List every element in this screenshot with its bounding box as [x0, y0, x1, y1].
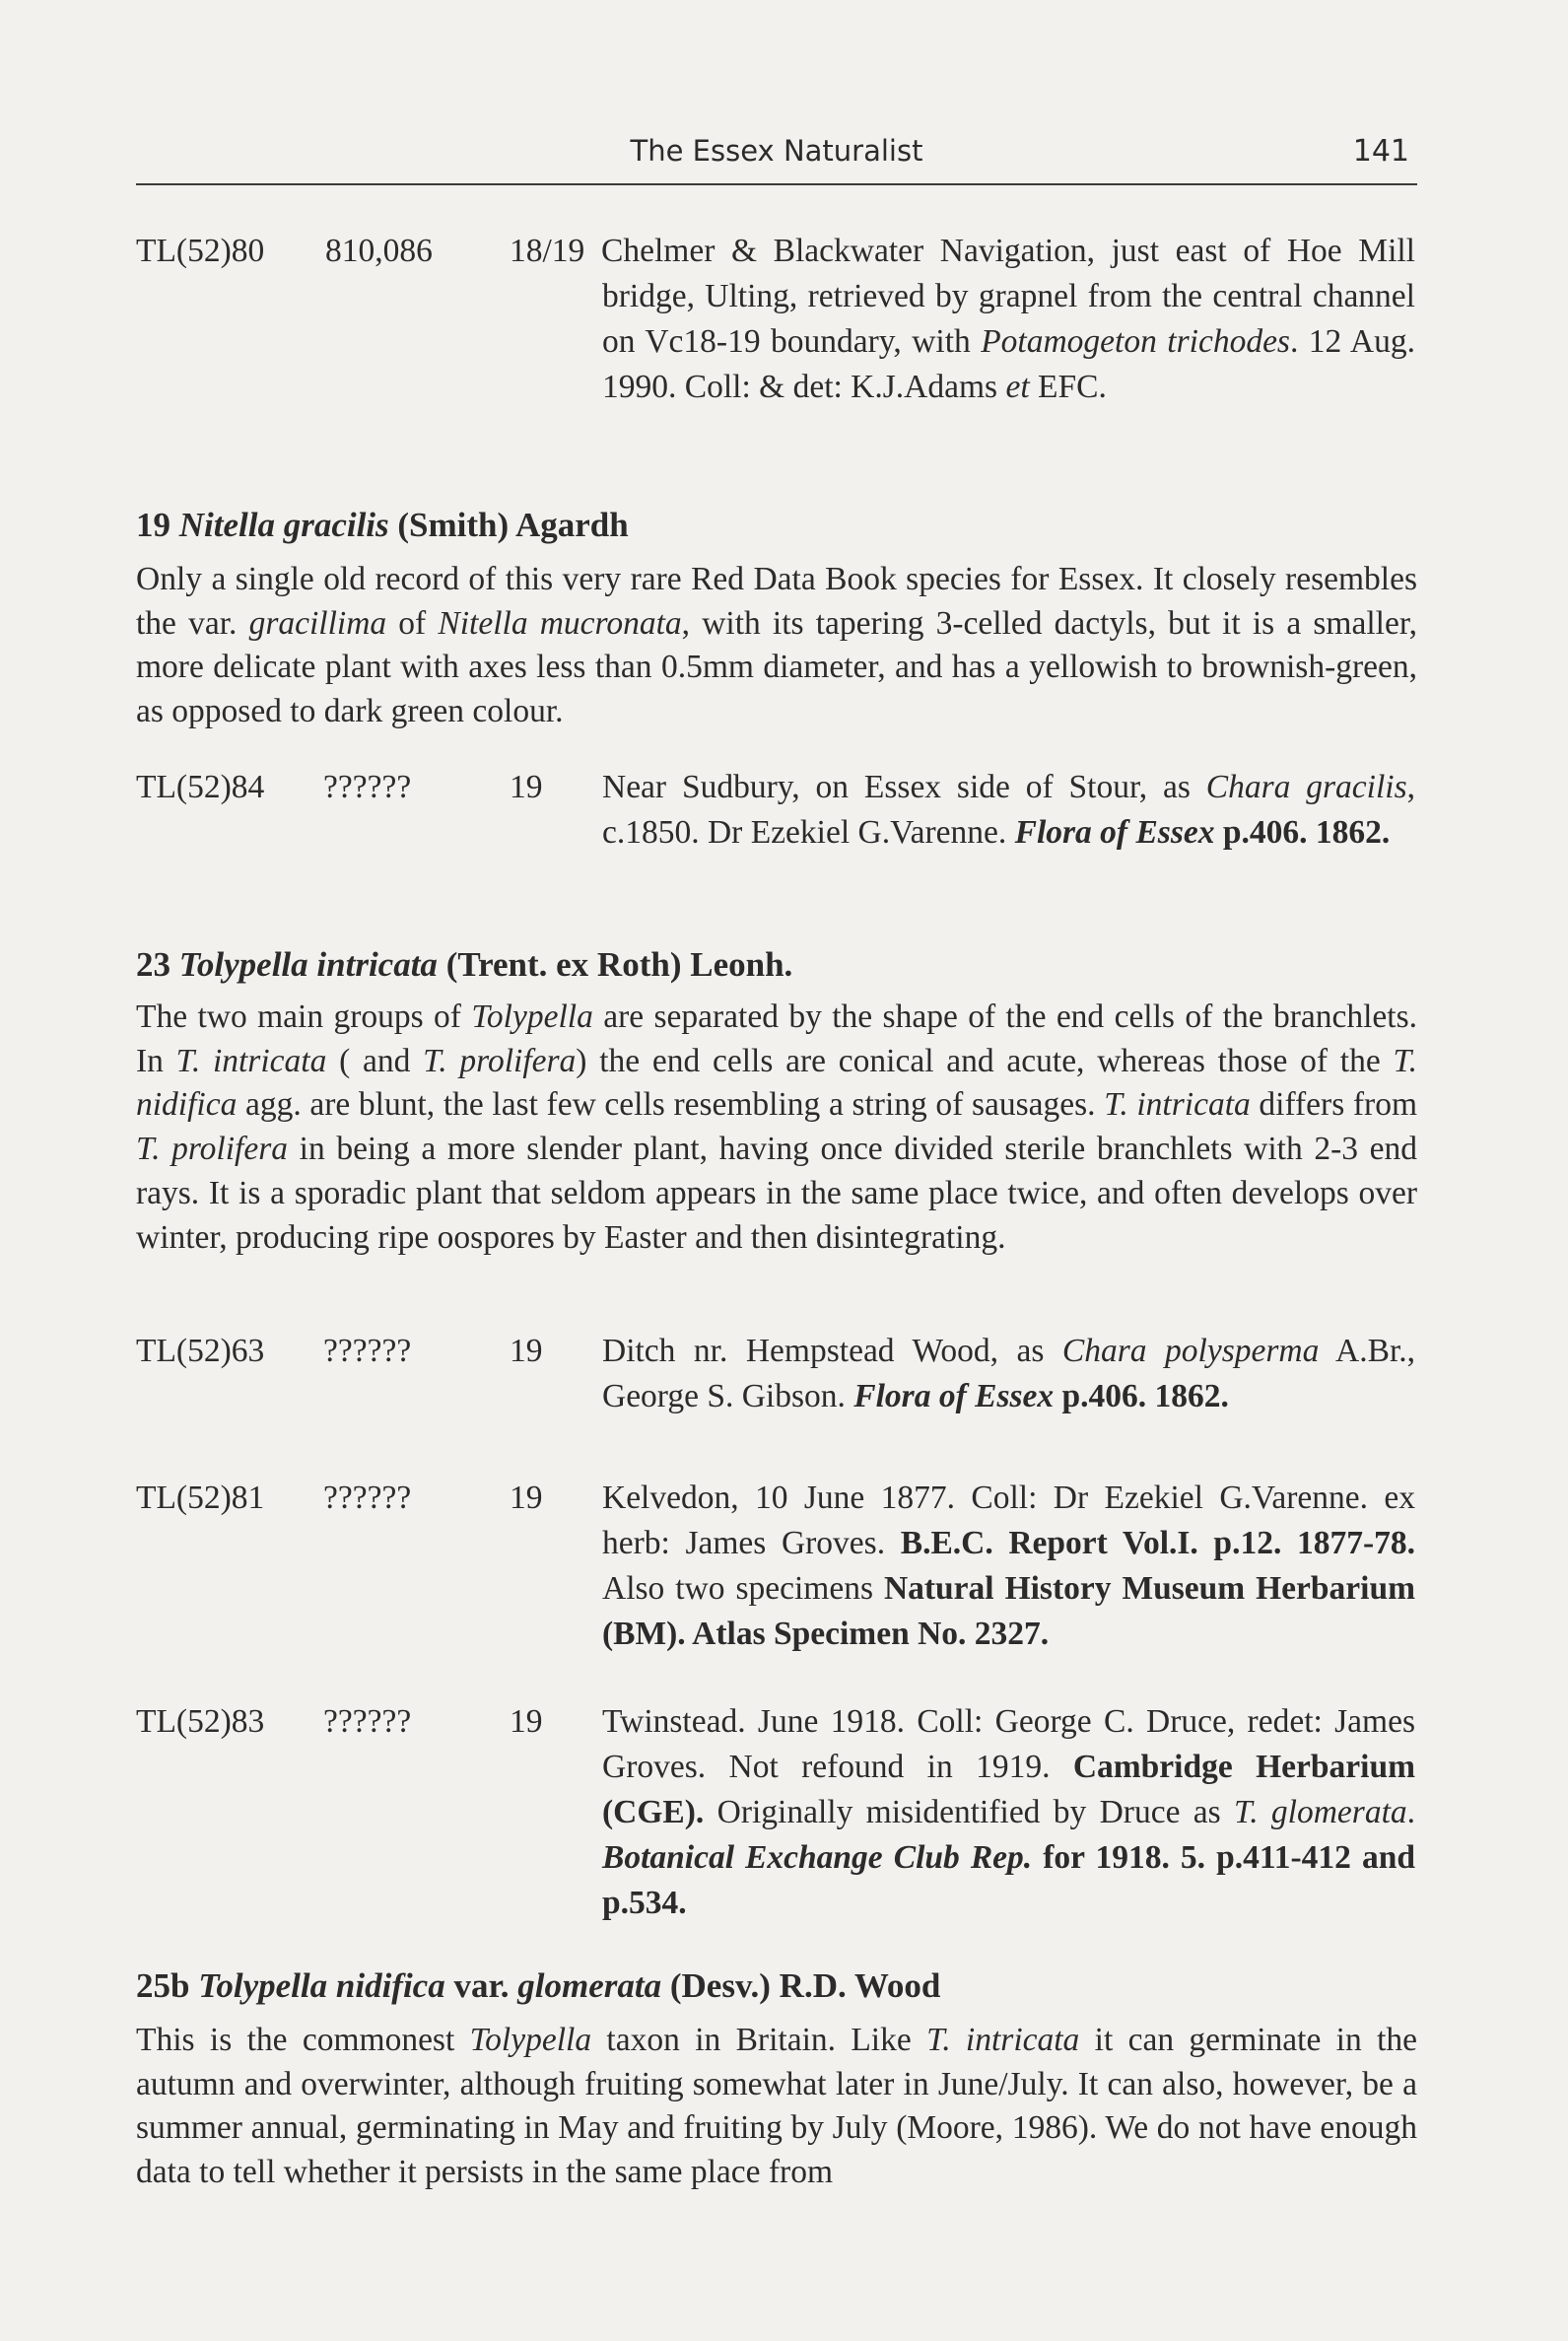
vice-county: 19 [510, 1703, 543, 1740]
record-tl5263 [136, 1329, 1417, 1467]
running-header [136, 128, 1417, 185]
record-tl5281 [136, 1476, 1417, 1702]
vice-county: 18/19 [510, 233, 585, 269]
grid-ref: TL(52)80 [136, 233, 265, 269]
record-text: Twinstead. June 1918. Coll: George C. Druce, redet: James Groves. Not refound in 1919. Cambridge Herbarium (CGE). Originally misidentified by Druce as T. glomerata. Botanical Exchange Club Rep. for 1918. 5. p.411-412 and p.534. [602, 1703, 1416, 1921]
map-ref: ?????? [323, 1333, 412, 1369]
record-text: Near Sudbury, on Essex side of Stour, as Chara gracilis, c.1850. Dr Ezekiel G.Varenne. Flora of Essex p.406. 1862. [602, 769, 1415, 851]
species-heading-25b: 25b Tolypella nidifica var. glomerata (Desv.) R.D. Wood [136, 1966, 941, 2005]
record-tl5280 [136, 229, 1417, 455]
map-ref: ?????? [323, 769, 412, 805]
map-ref: ?????? [323, 1480, 412, 1516]
map-ref: 810,086 [325, 233, 433, 269]
species-heading-19: 19 Nitella gracilis (Smith) Agardh [136, 506, 629, 544]
record-tl5283 [136, 1699, 1417, 1926]
record-tl5284 [136, 765, 1417, 903]
map-ref: ?????? [323, 1703, 412, 1740]
record-text: Ditch nr. Hempstead Wood, as Chara polysperma A.Br., George S. Gibson. Flora of Essex p.406. 1862. [602, 1333, 1415, 1414]
species-description-25b: This is the commonest Tolypella taxon in Britain. Like T. intricata it can germinate in the autumn and overwinter, although fruiting somewhat later in June/July. It can also, however, be a summer annual, germinating in May and fruiting by July (Moore, 1986). We do not have enough data to tell whether it persists in the same place from [136, 2022, 1418, 2191]
record-text: Chelmer & Blackwater Navigation, just east of Hoe Mill bridge, Ulting, retrieved by grapnel from the central channel on Vc18-19 boundary, with Potamogeton trichodes. 12 Aug. 1990. Coll: & det: K.J.Adams et EFC. [601, 233, 1415, 405]
grid-ref: TL(52)84 [136, 769, 265, 805]
grid-ref: TL(52)63 [136, 1333, 265, 1369]
vice-county: 19 [510, 769, 543, 805]
grid-ref: TL(52)81 [136, 1480, 265, 1516]
species-description-19: Only a single old record of this very rare Red Data Book species for Essex. It closely resembles the var. gracillima of Nitella mucronata, with its tapering 3-celled dactyls, but it is a smaller, more delicate plant with axes less than 0.5mm diameter, and has a yellowish to brownish-green, as opposed to dark green colour. [136, 561, 1418, 730]
vice-county: 19 [510, 1480, 543, 1516]
record-text: Kelvedon, 10 June 1877. Coll: Dr Ezekiel G.Varenne. ex herb: James Groves. B.E.C. Report Vol.I. p.12. 1877-78. Also two specimens Natural History Museum Herbarium (BM). Atlas Specimen No. 2327. [602, 1480, 1415, 1652]
grid-ref: TL(52)83 [136, 1703, 265, 1740]
vice-county: 19 [510, 1333, 543, 1369]
page-number: 141 [1352, 134, 1409, 169]
species-heading-23: 23 Tolypella intricata (Trent. ex Roth) Leonh. [136, 945, 793, 984]
journal-title: The Essex Naturalist [630, 134, 923, 168]
species-description-23: The two main groups of Tolypella are separated by the shape of the end cells of the branchlets. In T. intricata ( and T. prolifera) the end cells are conical and acute, whereas those of the T. nidifica agg. are blunt, the last few cells resembling a string of sausages. T. intricata differs from T. prolifera in being a more slender plant, having once divided sterile branchlets with 2-3 end rays. It is a sporadic plant that seldom appears in the same place twice, and often develops over winter, producing ripe oospores by Easter and then disintegrating. [136, 998, 1418, 1256]
